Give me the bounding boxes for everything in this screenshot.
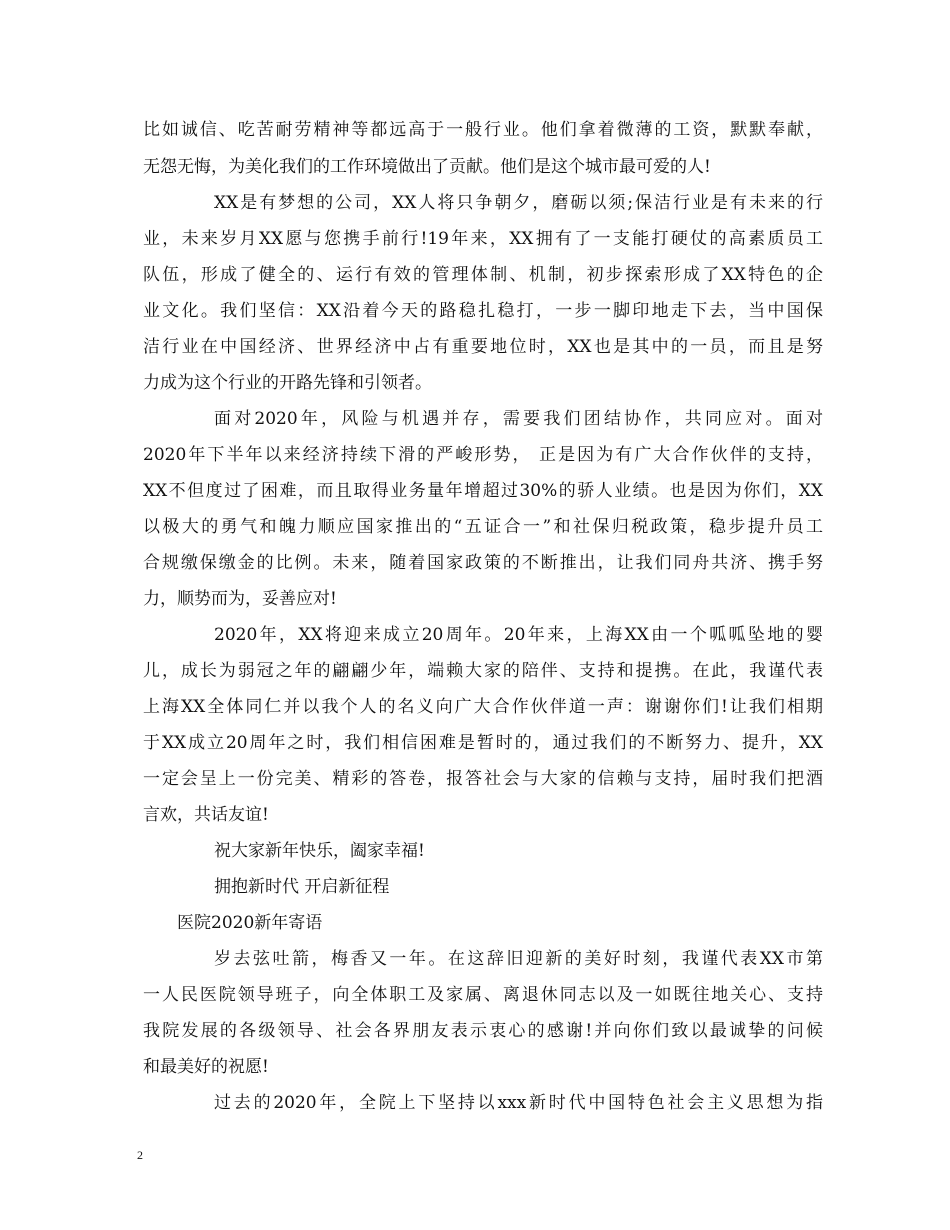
body-text-line: 合规缴保缴金的比例。未来，随着国家政策的不断推出，让我们同舟共济、携手努 (143, 553, 823, 573)
body-text-line: 2020年下半年以来经济持续下滑的严峻形势， 正是因为有广大合作伙伴的支持， (143, 445, 823, 465)
body-text-line: 力成为这个行业的开路先锋和引领者。 (143, 373, 432, 393)
paragraph-start-line: 岁去弦吐箭，梅香又一年。在这辞旧迎新的美好时刻，我谨代表XX市第 (214, 949, 823, 969)
paragraph-start-line: XX是有梦想的公司，XX人将只争朝夕，磨砺以须;保洁行业是有未来的行 (214, 193, 823, 213)
page-number: 2 (137, 1148, 143, 1162)
body-text-line: 和最美好的祝愿! (143, 1057, 269, 1077)
body-text-line: 一定会呈上一份完美、精彩的答卷，报答社会与大家的信赖与支持，届时我们把酒 (143, 769, 823, 789)
body-text-line: 我院发展的各级领导、社会各界朋友表示衷心的感谢!并向你们致以最诚挚的问候 (143, 1021, 823, 1041)
body-text-line: 力，顺势而为，妥善应对! (143, 589, 337, 609)
body-text-line: 业文化。我们坚信：XX沿着今天的路稳扎稳打，一步一脚印地走下去，当中国保 (143, 301, 823, 321)
body-text-line: 言欢，共话友谊! (143, 805, 269, 825)
paragraph-start-line: 面对2020年，风险与机遇并存，需要我们团结协作，共同应对。面对 (214, 409, 823, 429)
body-text-line: 队伍，形成了健全的、运行有效的管理体制、机制，初步探索形成了XX特色的企 (143, 265, 823, 285)
paragraph-start-line: 2020年，XX将迎来成立20周年。20年来，上海XX由一个呱呱坠地的婴 (214, 625, 823, 645)
body-text-line: 比如诚信、吃苦耐劳精神等都远高于一般行业。他们拿着微薄的工资，默默奉献， (143, 120, 823, 140)
slogan-line: 拥抱新时代 开启新征程 (214, 877, 390, 897)
body-text-line: 业，未来岁月XX愿与您携手前行!19年来，XX拥有了一支能打硬仗的高素质员工 (143, 229, 823, 249)
paragraph-start-line: 过去的2020年，全院上下坚持以xxx新时代中国特色社会主义思想为指 (214, 1093, 823, 1113)
body-text-line: 洁行业在中国经济、世界经济中占有重要地位时，XX也是其中的一员，而且是努 (143, 337, 823, 357)
body-text-line: 上海XX全体同仁并以我个人的名义向广大合作伙伴道一声：谢谢你们!让我们相期 (143, 697, 823, 717)
body-text-line: 于XX成立20周年之时，我们相信困难是暂时的，通过我们的不断努力、提升，XX (143, 733, 823, 753)
body-text-line: 儿，成长为弱冠之年的翩翩少年，端赖大家的陪伴、支持和提携。在此，我谨代表 (143, 661, 823, 681)
body-text-line: 无怨无悔，为美化我们的工作环境做出了贡献。他们是这个城市最可爱的人! (143, 157, 711, 177)
section-title: 医院2020新年寄语 (177, 913, 323, 933)
body-text-line: 一人民医院领导班子，向全体职工及家属、离退休同志以及一如既往地关心、支持 (143, 985, 823, 1005)
greeting-line: 祝大家新年快乐，阖家幸福! (214, 841, 425, 861)
body-text-line: 以极大的勇气和魄力顺应国家推出的“五证合一”和社保归税政策，稳步提升员工 (143, 517, 823, 537)
body-text-line: XX不但度过了困难，而且取得业务量年增超过30%的骄人业绩。也是因为你们，XX (143, 481, 823, 501)
